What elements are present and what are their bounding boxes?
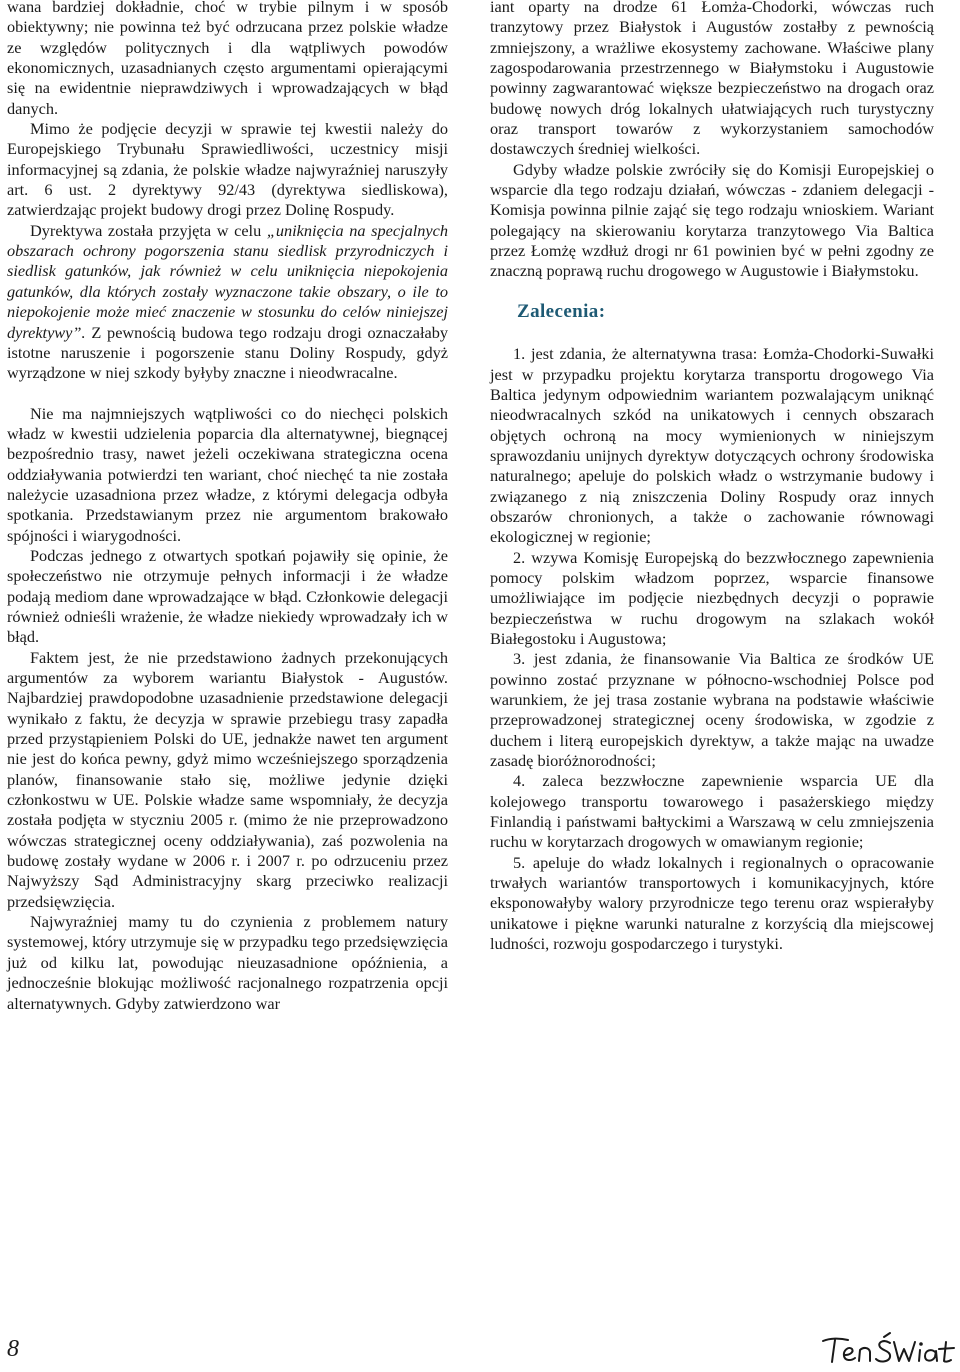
directive-quote: „uniknięcia na specjalnych obszarach ochrony pogorszenia stanu siedlisk przyrodniczych i siedlisk gatunków, jak również w celu uniknięcia niepokojenia gatunków, dla których zostały wyznaczone takie obszary, o ile to niepokojenie może mieć znaczenie w stosunku do celów niniejszej dyrektywy”. <box>7 220 448 342</box>
left-column <box>7 0 448 1014</box>
recommendation-item: 2. wzywa Komisję Europejską do bezzwłocznego zapewnienia pomocy polskim władzom poprzez, wsparcie finansowe umożliwiające im podjęcie niezbędnych decyzji o poprawie bezpieczeństwa w ruchu drogowym na szlakach wokół Białegostoku i Augustowa; <box>490 547 934 648</box>
paragraph: Gdyby władze polskie zwróciły się do Komisji Europejskiej o wsparcie dla tego rodzaju działań, wówczas - zdaniem delegacji - Komisja powinna pilnie zająć się tego rodzaju wnioskiem. Wariant polegający na skierowaniu korytarza tranzytowego Via Baltica przez Łomżę wzdłuż drogi nr 61 powinien być w pełni zgodny ze znaczną poprawą ruchu drogowego w Augustowie i Białymstoku. <box>490 159 934 281</box>
paragraph: Najwyraźniej mamy tu do czynienia z problemem natury systemowej, który utrzymuje się w przypadku tego przedsięwzięcia już od kilku lat, powodując nieuzasadnione opóźnienia, a jednocześnie blokując możliwość racjonalnego rozpatrzenia opcji alternatywnych. Gdyby zatwierdzono war <box>7 912 448 1013</box>
paragraph: Faktem jest, że nie przedstawiono żadnych przekonujących argumentów za wyborem wariantu Białystok - Augustów. Najbardziej prawdopodobne uzasadnienie przedstawione delegacji wynikało z faktu, że decyzja w sprawie przebiegu trasy zapadła przed przystąpieniem Polski do UE, jednakże nawet ten argument nie jest do końca pewny, gdyż mimo wcześniejszego sporządzenia planów, finansowanie stało się, możliwe jedynie dzięki członkostwu w UE. Polskie władze same wspomniały, że decyzja została podjęta w styczniu 2005 r. (mimo że nie przeprowadzono wówczas strategicznej oceny oddziaływania), zaś pozwolenia na budowę zostały wydane w 2006 r. i 2007 r. po odrzuceniu przez Najwyższy Sąd Administracyjny skarg przeciwko realizacji przedsięwzięcia. <box>7 647 448 911</box>
recommendation-item: 1. jest zdania, że alternatywna trasa: Łomża-Chodorki-Suwałki jest w przypadku projektu korytarza transportu drogowego Via Baltica jedynym odpowiednim wariantem pozwalającym uniknąć nieodwracalnych szkód na unikatowych i cennych obszarach objętych ochroną na mocy wymienionych w niniejszym sprawozdaniu unijnych dyrektyw dotyczących ochrony środowiska naturalnego; apeluje do polskich władz o wstrzymanie budowy i związanego z nią zniszczenia Doliny Rospudy oraz innych obszarów chronionych, a także o zachowanie równowagi ekologicznej w regionie; <box>490 344 934 547</box>
paragraph-text: Dyrektywa została przyjęta w celu <box>30 220 267 240</box>
paragraph: wana bardziej dokładnie, choć w trybie pilnym i w sposób obiektywny; nie powinna też być odrzucana przez polskie władze ze względów politycznych i dla wątpliwych powodów ekonomicznych, uzasadnianych często argumentami opierającymi się na ewidentnie nieprawdziwych i wprowadzających w błąd danych. <box>7 0 448 118</box>
recommendation-item: 5. apeluje do władz lokalnych i regionalnych o opracowanie trwałych wariantów transportowych i komunikacyjnych, które eksponowałyby walory przyrodnicze tego terenu oraz wspierałyby unikatowe i piękne warunki naturalne z korzyścią dla miejscowej ludności, rozwoju gospodarczego i turystyki. <box>490 852 934 954</box>
section-heading: Zalecenia: <box>517 300 606 322</box>
recommendation-item: 4. zaleca bezzwłoczne zapewnienie wsparcia UE dla kolejowego transportu towarowego i pasażerskiego między Finlandią i państwami bałtyckimi a Warszawą w celu zmniejszenia ruchu w korytarzach drogowych w omawianym regionie; <box>490 771 934 852</box>
paragraph <box>7 221 448 384</box>
right-column <box>490 0 934 954</box>
paragraph: Mimo że podjęcie decyzji w sprawie tej kwestii należy do Europejskiego Trybunału Sprawiedliwości, uczestnicy misji informacyjnej są zdania, że polskie władze najwyraźniej naruszyły art. 6 ust. 2 dyrektywy 92/43 (dyrektywa siedliskowa), zatwierdzając projekt budowy drogi przez Dolinę Rospudy. <box>7 119 448 220</box>
page-number: 8 <box>7 1336 19 1362</box>
recommendation-item: 3. jest zdania, że finansowanie Via Baltica ze środków UE powinno zostać przyznane w północno-wschodniej Polsce pod warunkiem, że jej trasa zostanie wybrana na podstawie właściwie przeprowadzonej strategicznej oceny środowiska, w zgodzie z duchem i literą europejskich dyrektyw, a także mając na uwadze zasadę bioróżnorodności; <box>490 649 934 771</box>
paragraph: iant oparty na drodze 61 Łomża-Chodorki, wówczas ruch tranzytowy przez Białystok i Augustów zostałby z pewnością zmniejszony, a wrażliwe ekosystemy zachowane. Właściwe plany zagospodarowania przestrzennego w Białymstoku i Augustowie powinny zagwarantować większe bezpieczeństwo na drogach oraz budowę nowych dróg lokalnych ułatwiających ruch turystyczny oraz transport towarów z wykorzystaniem samochodów dostawczych średniej wielkości. <box>490 0 934 159</box>
magazine-logo <box>820 1331 960 1367</box>
paragraph-text: Z pewnością budowa tego rodzaju drogi oznaczałaby istotne naruszenie i pogorszenie stanu Doliny Rospudy, gdyż wyrządzone w niej szkody byłyby znaczne i nieodwracalne. <box>7 322 448 383</box>
paragraph: Podczas jednego z otwartych spotkań pojawiły się opinie, że społeczeństwo nie otrzymuje pełnych informacji i że władze podają mediom dane wprowadzające w błąd. Członkowie delegacji również odnieśli wrażenie, że władze niekiedy wprowadzały ich w błąd. <box>7 545 448 647</box>
logo-wordmark <box>820 1331 960 1367</box>
paragraph: Nie ma najmniejszych wątpliwości co do niechęci polskich władz w kwestii udzielenia poparcia dla alternatywnej, biegnącej bezpośrednio trasy, nawet jeżeli oczekiwana strategiczna ocena oddziaływania potwierdzi ten wariant, choć niechęć ta nie została należycie uzasadniona przez władze, z którymi delegacja odbyła spotkania. Przedstawianym przez nie argumentom brakowało spójności i wiarygodności. <box>7 403 448 545</box>
